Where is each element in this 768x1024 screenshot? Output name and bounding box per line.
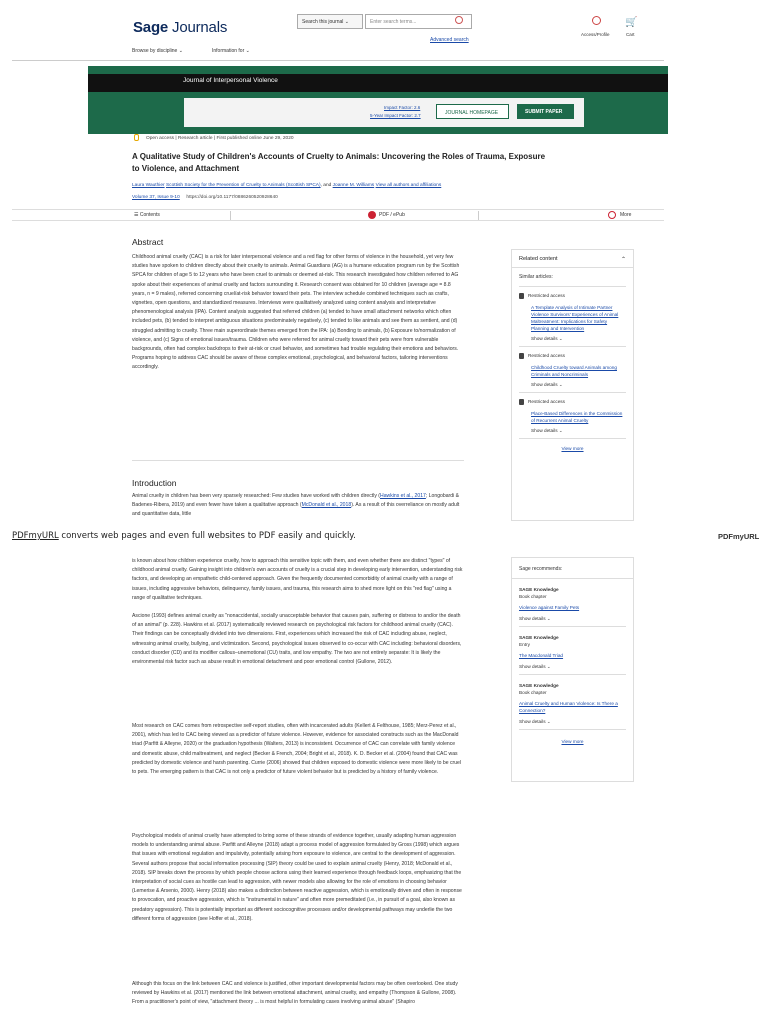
show-details-toggle[interactable]: Show details ⌄ <box>531 428 563 433</box>
nav-info-label: Information for <box>212 48 245 54</box>
logo-sage: Sage <box>133 19 169 36</box>
contents-label: Contents <box>139 212 160 218</box>
cart-label[interactable]: Cart <box>626 32 635 37</box>
contents-button[interactable] <box>134 212 160 218</box>
recommendation-item <box>512 579 633 626</box>
open-access-icon <box>134 134 139 141</box>
impact-factor[interactable]: Impact Factor: 2.6 <box>384 105 421 110</box>
volume-issue-link[interactable]: Volume 37, Issue 9-10 <box>132 195 180 200</box>
view-more-link[interactable]: View more <box>561 739 584 744</box>
five-year-impact-factor[interactable]: 5-Year Impact Factor: 2.7 <box>370 113 421 118</box>
toolbar-divider <box>230 211 231 220</box>
doi[interactable]: https://doi.org/10.1177/0886260520928640 <box>186 195 278 200</box>
author-link[interactable]: Joanne M. Williams <box>332 183 375 188</box>
show-details-label: Show details <box>531 382 558 387</box>
author-link[interactable]: Laura Wauthier <box>132 183 165 188</box>
intro-paragraph: is known about how children experience cruelty, how to approach this sensitive topic with them, and even whether there are distinct "types" of childhood animal cruelty. Gaining insight into children's own accounts of cruelty is a crucial step in developing early intervention, understanding risk factors, and developing an empathetic child-centered approach. Given the frequently documented comorbidity of animal cruelty with a range of issues, including aggressive behaviors, delinquency, family issues, and trauma, this research aims to shed more light on this "red flag" using a range of qualitative techniques. <box>132 558 463 601</box>
show-details-label: Show details <box>531 428 558 433</box>
access-profile-label[interactable]: Access/Profile <box>581 32 610 37</box>
journal-homepage-button[interactable]: JOURNAL HOMEPAGE <box>436 104 509 119</box>
related-article-item <box>512 287 633 346</box>
chevron-down-icon: ⌄ <box>178 48 183 54</box>
author-list <box>132 183 552 188</box>
restricted-access-label: Restricted access <box>528 293 565 298</box>
lock-icon <box>519 353 524 359</box>
intro-text: Animal cruelty in children has been very sparsely researched: Few studies have worked with children directly ( <box>132 493 381 499</box>
intro-paragraph: Although this focus on the link between CAC and violence is justified, other important developmental factors may be often overlooked. One study reviewed by Hawkins et al. (2017) mentioned the link between emotional attachment, animal cruelty, and empathy (Thompson & Gullone, 2008). From a practitioner's point of view, "attachment theory ... is most helpful in formulating cases involving animal abuse" (Shapiro <box>132 981 458 1006</box>
restricted-access-line <box>519 398 626 405</box>
view-all-authors-link[interactable]: View all authors and affiliations <box>375 183 442 188</box>
toolbar-divider <box>478 211 479 220</box>
show-details-label: Show details <box>519 719 546 724</box>
related-article-link[interactable]: Childhood Cruelty toward Animals among Criminals and Noncriminals <box>531 365 617 377</box>
author-link[interactable]: Scottish Society for the Prevention of Cruelty to Animals (Scottish SPCA) <box>165 183 321 188</box>
related-article-link[interactable]: A Template Analysis of Intimate Partner Violence Survivors' Experiences of Animal Maltreatment: Implications for Safety Planning and Intervention <box>531 305 619 331</box>
show-details-toggle[interactable]: Show details ⌄ <box>531 336 563 341</box>
section-divider <box>132 460 464 461</box>
show-details-toggle[interactable]: Show details ⌄ <box>519 664 551 669</box>
view-more-link[interactable]: View more <box>561 446 584 451</box>
intro-paragraph: Most research on CAC comes from retrospective self-report studies, often with incarcerated adults (Kellert & Felthouse, 1985; Merz-Perez et al., 2001), which has led to CAC being viewed as a predictor of future violence. However, evidence for associated constructs such as the MacDonald triad (Parfitt & Alleyne, 2020) or the graduation hypothesis (Walters, 2013) is inconsistent. Occurrence of CAC can correlate with family violence and domestic abuse, child maltreatment, and neglect (Becker & French, 2004; Bright et al., 2018). K. D. Becker et al. (2004) found that CAC was predicted by domestic violence and harsh parenting. Currie (2006) showed that children exposed to domestic violence were more likely to be cruel to pets. The emerging pattern is that CAC is not only a predictor of future violent behavior but is predicted by a history of family violence. <box>132 723 462 776</box>
rec-link[interactable]: The Macdonald Triad <box>519 653 564 658</box>
article-meta: Open access | Research article | First published online June 29, 2020 <box>146 136 294 141</box>
submit-paper-button[interactable]: SUBMIT PAPER <box>517 104 574 119</box>
rec-type: Book chapter <box>519 594 547 599</box>
pdf-epub-button[interactable]: PDF / ePub <box>379 212 405 218</box>
introduction-heading: Introduction <box>132 478 177 488</box>
recommendation-item <box>512 627 633 674</box>
user-icon[interactable] <box>592 16 601 25</box>
show-details-label: Show details <box>519 664 546 669</box>
more-button[interactable]: More <box>620 212 632 218</box>
lock-icon <box>519 399 524 405</box>
related-content-heading: Related content <box>519 256 558 262</box>
citation-link[interactable]: Hawkins et al., 2017 <box>380 493 426 499</box>
recommendation-item <box>512 675 633 729</box>
rec-link[interactable]: Violence against Family Pets <box>519 605 580 610</box>
sage-journals-logo[interactable] <box>133 19 227 36</box>
show-details-toggle[interactable]: Show details ⌄ <box>519 719 551 724</box>
restricted-access-label: Restricted access <box>528 399 565 404</box>
citation-link[interactable]: McDonald et al., 2018 <box>301 502 352 509</box>
related-article-item <box>512 347 633 392</box>
rec-type: Entry <box>519 642 530 647</box>
restricted-access-label: Restricted access <box>528 353 565 358</box>
rec-source: SAGE Knowledge <box>519 587 559 592</box>
intro-paragraph: Psychological models of animal cruelty have attempted to bring some of these strands of evidence together, usually adapting human aggression models to understanding animal abuse. Parfitt and Alleyne (2018) adapt a process model of aggression formulated by Gross (1998) which argues that issues with emotional regulation and impulsivity, potentially arising from exposure to violence, are central to the development of aggression. Several authors propose that social information processing (SIP) theory could be used to explain animal cruelty (Henry, 2018; McDonald et al., 2018). SIP breaks down the process by which people choose actions using their learned experience through feedback loops, emphasizing that the interpretation of social cues as hostile can lead to aggression, with newer models also allowing for the role of emotions in choosing behavior (Lemerise & Arsenio, 2000). Henry (2018) also makes a distinction between reactive aggression, which is emotionally driven and often in response to provocation, and proactive aggression, which is "instrumental in nature" and often more premeditated (i.e., in pursuit of a goal, also known as predatory aggression). This is potentially important as different sociocognitive processes and/or developmental pathways may underlie the two different forms of aggression (see Hoffer et al., 2018). <box>132 833 462 922</box>
rec-link[interactable]: Animal Cruelty and Human Violence: Is There a Connection? <box>519 701 618 713</box>
cart-icon[interactable]: 🛒 <box>625 17 638 28</box>
abstract-heading: Abstract <box>132 237 164 247</box>
related-content-header[interactable] <box>512 250 633 268</box>
header-divider <box>12 60 664 61</box>
journal-title[interactable]: Journal of Interpersonal Violence <box>183 77 278 84</box>
sage-recommends-heading: Sage recommends: <box>512 558 633 579</box>
journal-banner-strip <box>88 74 668 92</box>
search-scope-label: Search this journal <box>302 19 344 25</box>
search-input[interactable]: Enter search terms... <box>365 14 472 29</box>
list-icon: ☰ <box>134 212 139 218</box>
nav-information-for[interactable] <box>212 48 250 54</box>
restricted-access-line <box>519 352 626 359</box>
rec-source: SAGE Knowledge <box>519 683 559 688</box>
pdfmyurl-message <box>12 531 356 541</box>
rec-type: Book chapter <box>519 690 547 695</box>
similar-articles-label: Similar articles: <box>519 274 553 280</box>
advanced-search-link[interactable]: Advanced search <box>430 37 469 43</box>
pdfmyurl-link[interactable]: PDFmyURL <box>12 531 59 541</box>
author-separator: , and <box>320 183 332 188</box>
rec-source: SAGE Knowledge <box>519 635 559 640</box>
search-icon[interactable] <box>455 16 463 24</box>
more-icon[interactable] <box>608 211 616 219</box>
show-details-label: Show details <box>531 336 558 341</box>
article-title: A Qualitative Study of Children's Accounts of Cruelty to Animals: Uncovering the Roles of Trauma, Exposure to Violence, and Attachment <box>132 152 546 173</box>
related-article-link[interactable]: Place-Based Differences in the Commission of Recurrent Animal Cruelty <box>531 411 623 423</box>
pdf-icon[interactable] <box>368 211 376 219</box>
logo-journals: Journals <box>172 19 228 36</box>
related-content-panel <box>511 249 634 521</box>
show-details-label: Show details <box>519 616 546 621</box>
lock-icon <box>519 293 524 299</box>
abstract-text: Childhood animal cruelty (CAC) is a risk for later interpersonal violence and a red flag for other forms of violence in the household, yet very few studies have spoken to children directly about their cruelty to animals. Animal Guardians (AG) is a humane education program run by the Scottish SPCA for children of age 5 to 12 years who have been cruel to animals or deemed at-risk. This research investigated how children referred to AG spoke about their experiences of animal cruelty and factors surrounding it. Research consent was obtained for 10 children (average age = 8.8 years, n = 9 males), referred concerning cruel/at-risk behavior toward their pets. The interview schedule combined techniques such as crafts, vignettes, open questions, and standardized measures. Interviews were qualitatively analyzed using content analysis and interpretative phenomenological analysis (IPA). Content analysis suggested that referred children (a) tended to have small attachment networks which often included pets, (b) tended to interpret ambiguous situations predominately negatively, (c) tended to like animals and see them as sentient, and (d) struggled admitting to cruelty. Three main superordinate themes emerged from the IPA: (a) Bonding to animals, (b) Exposure to/normalization of violence, and (c) Signs of emotional issues/trauma. Children who were referred for animal cruelty toward their pets were from vulnerable backgrounds, often had complex backdrops to their at-risk or cruel behavior, and sometimes had trouble regulating their emotions and behaviors. Programs hoping to address CAC should be aware of these complex emotional, psychological, and behavioral factors, tailoring interventions accordingly. <box>132 254 460 371</box>
nav-browse-discipline[interactable] <box>132 48 183 54</box>
chevron-up-icon[interactable]: ⌃ <box>620 257 626 263</box>
sage-recommends-panel <box>511 557 634 782</box>
show-details-toggle[interactable]: Show details ⌄ <box>519 616 551 621</box>
nav-browse-label: Browse by discipline <box>132 48 178 54</box>
related-article-item <box>512 393 633 438</box>
intro-text: ; Longobardi & Badenes-Ribera, 2019) and even fewer have taken a qualitative approach ( <box>132 493 460 509</box>
intro-paragraph <box>132 492 464 526</box>
volume-line <box>132 195 278 200</box>
article-toolbar <box>12 209 664 221</box>
pdfmyurl-text: converts web pages and even full websites to PDF easily and quickly. <box>58 531 356 541</box>
restricted-access-line <box>519 292 626 299</box>
search-scope-select[interactable]: Search this journal ⌄ <box>297 14 363 29</box>
intro-paragraph: Ascione (1993) defines animal cruelty as "nonaccidental, socially unacceptable behavior that causes pain, suffering or distress to and/or the death of an animal" (p. 228). Hawkins et al. (2017) systematically reviewed research on psychological risk factors for childhood animal cruelty (CAC). Their findings can be conceptually divided into two dimensions. First, experiences which increased the risk of CAC including abuse, neglect, witnessing animal cruelty, bullying, and victimization. Second, psychological issues observed to co-occur with CAC including: behavioral disorders, conduct disorder (CD) and its modifier callous–unemotional (CU) traits, and low empathy. The two are not entirely separate: It is likely the environmental risk factor such as abuse result in emotional detachment and poor emotional control (Gullone, 2012). <box>132 613 462 666</box>
show-details-toggle[interactable]: Show details ⌄ <box>531 382 563 387</box>
chevron-down-icon: ⌄ <box>245 48 250 54</box>
intro-text: ). As a result of this overreliance on mostly adult and quantitative data, little <box>132 502 460 518</box>
pdfmyurl-logo[interactable]: PDFmyURL <box>718 532 760 541</box>
